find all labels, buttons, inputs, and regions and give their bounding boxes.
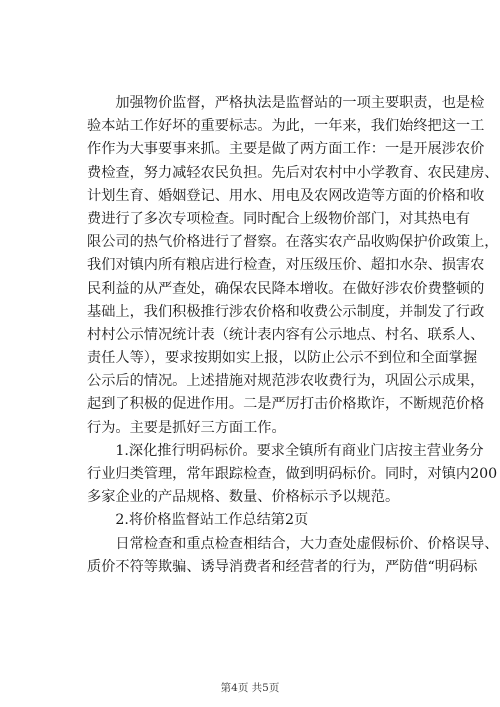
text-line: 质价不符等欺骗、诱导消费者和经营者的行为，严防借“明码标	[87, 558, 478, 575]
text-line: 费进行了多次专项检查。同时配合上级物价部门，对其热电有	[87, 210, 471, 227]
text-line: 起到了积极的促进作用。二是严厉打击价格欺诈，不断规范价格	[87, 396, 485, 413]
text-line: 限公司的热气价格进行了督察。在落实农产品收购保护价政策上，	[87, 234, 499, 251]
text-line: 日常检查和重点检查相结合，大力查处虚假标价、价格误导、	[87, 535, 499, 552]
page-footer: 第4页 共5页	[220, 682, 280, 694]
document-body	[87, 92, 499, 579]
text-line: 多家企业的产品规格、数量、价格标示予以规范。	[87, 489, 400, 506]
text-line: 作作为大事要事来抓。主要是做了两方面工作：一是开展涉农价	[87, 141, 485, 158]
text-line: 验本站工作好坏的重要标志。为此，一年来，我们始终把这一工	[87, 118, 485, 135]
text-line: 我们对镇内所有粮店进行检查，对压级压价、超扣水杂、损害农	[87, 257, 485, 274]
text-line: 加强物价监督，严格执法是监督站的一项主要职责，也是检	[87, 95, 485, 111]
text-line: 行为。主要是抓好三方面工作。	[87, 419, 286, 436]
text-line: 责任人等），要求按期如实上报，以防止公示不到位和全面掌握	[87, 350, 478, 367]
text-line: 1.深化推行明码标价。要求全镇所有商业门店按主营业务分	[87, 442, 484, 459]
text-line: 村村公示情况统计表（统计表内容有公示地点、村名、联系人、	[87, 326, 485, 343]
text-line: 民利益的从严查处，确保农民降本增收。在做好涉农价费整顿的	[87, 280, 485, 297]
text-line: 计划生育、婚姻登记、用水、用电及农网改造等方面的价格和收	[87, 187, 485, 204]
text-line: 费检查，努力减轻农民负担。先后对农村中小学教育、农民建房、	[87, 164, 499, 181]
text-line: 基础上，我们积极推行涉农价格和收费公示制度，并制发了行政	[87, 303, 485, 320]
text-line: 行业归类管理，常年跟踪检查，做到明码标价。同时，对镇内200	[87, 466, 498, 482]
text-line: 公示后的情况。上述措施对规范涉农收费行为，巩固公示成果，	[87, 373, 485, 390]
text-line: 2.将价格监督站工作总结第2页	[87, 512, 309, 529]
